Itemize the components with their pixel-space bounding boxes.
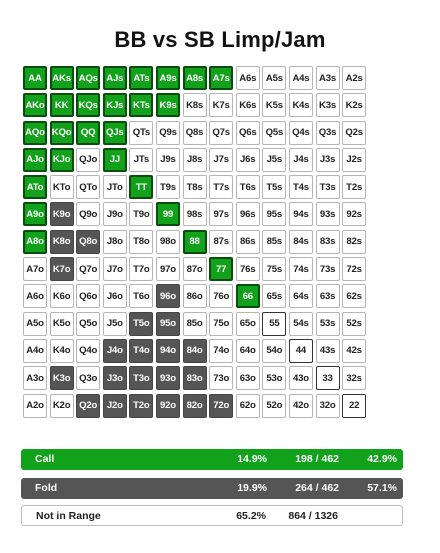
hand-cell-T5o[interactable]: T5o — [129, 312, 153, 336]
hand-cell-A7s[interactable]: A7s — [209, 66, 233, 90]
hand-cell-A6s[interactable]: A6s — [236, 66, 260, 90]
call-percent: 14.9% — [237, 453, 267, 465]
hand-cell-74o[interactable]: 74o — [209, 339, 233, 363]
hand-cell-J7s[interactable]: J7s — [209, 148, 233, 172]
fold-percent: 19.9% — [237, 482, 267, 494]
hand-cell-75s[interactable]: 75s — [262, 257, 286, 281]
hand-cell-Q9s[interactable]: Q9s — [156, 121, 180, 145]
hand-cell-T5s[interactable]: T5s — [262, 175, 286, 199]
hand-cell-KJs[interactable]: KJs — [103, 93, 127, 117]
hand-cell-T7o[interactable]: T7o — [129, 257, 153, 281]
hand-cell-A9s[interactable]: A9s — [156, 66, 180, 90]
hand-cell-K2s[interactable]: K2s — [342, 93, 366, 117]
hand-cell-Q3o[interactable]: Q3o — [76, 366, 100, 390]
hand-cell-J2s[interactable]: J2s — [342, 148, 366, 172]
hand-cell-77[interactable]: 77 — [209, 257, 233, 281]
hand-cell-K8s[interactable]: K8s — [183, 93, 207, 117]
hand-cell-73s[interactable]: 73s — [316, 257, 340, 281]
hand-cell-Q6s[interactable]: Q6s — [236, 121, 260, 145]
hand-cell-T2s[interactable]: T2s — [342, 175, 366, 199]
fold-summary-bar — [21, 478, 403, 499]
hand-range-grid — [23, 66, 366, 418]
not-in-range-combos: 864 / 1326 — [288, 510, 338, 522]
hand-cell-63o[interactable]: 63o — [236, 366, 260, 390]
hand-cell-92s[interactable]: 92s — [342, 202, 366, 226]
hand-cell-Q3s[interactable]: Q3s — [316, 121, 340, 145]
hand-cell-T6s[interactable]: T6s — [236, 175, 260, 199]
hand-cell-A9o[interactable]: A9o — [23, 202, 47, 226]
hand-cell-J5s[interactable]: J5s — [262, 148, 286, 172]
hand-cell-K7o[interactable]: K7o — [50, 257, 74, 281]
hand-cell-JTs[interactable]: JTs — [129, 148, 153, 172]
hand-cell-T9s[interactable]: T9s — [156, 175, 180, 199]
hand-cell-Q5s[interactable]: Q5s — [262, 121, 286, 145]
hand-cell-Q7o[interactable]: Q7o — [76, 257, 100, 281]
hand-cell-K5s[interactable]: K5s — [262, 93, 286, 117]
hand-cell-54s[interactable]: 54s — [289, 312, 313, 336]
hand-cell-85s[interactable]: 85s — [262, 230, 286, 254]
hand-cell-Q8s[interactable]: Q8s — [183, 121, 207, 145]
hand-cell-Q7s[interactable]: Q7s — [209, 121, 233, 145]
hand-cell-22[interactable]: 22 — [342, 394, 366, 418]
hand-cell-Q2o[interactable]: Q2o — [76, 394, 100, 418]
hand-cell-Q4s[interactable]: Q4s — [289, 121, 313, 145]
hand-cell-T8s[interactable]: T8s — [183, 175, 207, 199]
hand-cell-94o[interactable]: 94o — [156, 339, 180, 363]
hand-cell-A7o[interactable]: A7o — [23, 257, 47, 281]
hand-cell-76s[interactable]: 76s — [236, 257, 260, 281]
hand-cell-74s[interactable]: 74s — [289, 257, 313, 281]
hand-cell-ATs[interactable]: ATs — [129, 66, 153, 90]
hand-cell-AQs[interactable]: AQs — [76, 66, 100, 90]
hand-cell-QJs[interactable]: QJs — [103, 121, 127, 145]
hand-cell-A5s[interactable]: A5s — [262, 66, 286, 90]
hand-cell-A2s[interactable]: A2s — [342, 66, 366, 90]
hand-cell-A8s[interactable]: A8s — [183, 66, 207, 90]
hand-cell-TT[interactable]: TT — [129, 175, 153, 199]
hand-cell-J3s[interactable]: J3s — [316, 148, 340, 172]
hand-cell-KQo[interactable]: KQo — [50, 121, 74, 145]
not-in-range-label: Not in Range — [36, 510, 101, 522]
hand-cell-K5o[interactable]: K5o — [50, 312, 74, 336]
hand-cell-85o[interactable]: 85o — [183, 312, 207, 336]
hand-cell-A2o[interactable]: A2o — [23, 394, 47, 418]
hand-cell-A6o[interactable]: A6o — [23, 284, 47, 308]
hand-cell-K2o[interactable]: K2o — [50, 394, 74, 418]
hand-cell-88[interactable]: 88 — [183, 230, 207, 254]
hand-cell-J7o[interactable]: J7o — [103, 257, 127, 281]
hand-cell-94s[interactable]: 94s — [289, 202, 313, 226]
hand-cell-32s[interactable]: 32s — [342, 366, 366, 390]
hand-cell-J6s[interactable]: J6s — [236, 148, 260, 172]
hand-cell-83o[interactable]: 83o — [183, 366, 207, 390]
hand-cell-84o[interactable]: 84o — [183, 339, 207, 363]
hand-cell-82s[interactable]: 82s — [342, 230, 366, 254]
hand-cell-43o[interactable]: 43o — [289, 366, 313, 390]
hand-cell-KK[interactable]: KK — [50, 93, 74, 117]
hand-cell-KJo[interactable]: KJo — [50, 148, 74, 172]
hand-cell-53s[interactable]: 53s — [316, 312, 340, 336]
hand-cell-A4s[interactable]: A4s — [289, 66, 313, 90]
hand-cell-T6o[interactable]: T6o — [129, 284, 153, 308]
hand-cell-95o[interactable]: 95o — [156, 312, 180, 336]
hand-cell-ATo[interactable]: ATo — [23, 175, 47, 199]
hand-cell-86s[interactable]: 86s — [236, 230, 260, 254]
hand-cell-62o[interactable]: 62o — [236, 394, 260, 418]
hand-cell-J5o[interactable]: J5o — [103, 312, 127, 336]
hand-cell-73o[interactable]: 73o — [209, 366, 233, 390]
hand-cell-96o[interactable]: 96o — [156, 284, 180, 308]
hand-cell-J9o[interactable]: J9o — [103, 202, 127, 226]
hand-cell-84s[interactable]: 84s — [289, 230, 313, 254]
hand-cell-Q5o[interactable]: Q5o — [76, 312, 100, 336]
hand-cell-32o[interactable]: 32o — [316, 394, 340, 418]
hand-cell-K7s[interactable]: K7s — [209, 93, 233, 117]
hand-cell-J6o[interactable]: J6o — [103, 284, 127, 308]
fold-combos: 264 / 462 — [295, 482, 339, 494]
hand-cell-A3s[interactable]: A3s — [316, 66, 340, 90]
hand-cell-JTo[interactable]: JTo — [103, 175, 127, 199]
call-summary-bar — [21, 449, 403, 470]
hand-cell-52o[interactable]: 52o — [262, 394, 286, 418]
hand-cell-AKs[interactable]: AKs — [50, 66, 74, 90]
call-combos: 198 / 462 — [295, 453, 339, 465]
hand-cell-99[interactable]: 99 — [156, 202, 180, 226]
hand-cell-AJs[interactable]: AJs — [103, 66, 127, 90]
hand-cell-QJo[interactable]: QJo — [76, 148, 100, 172]
hand-cell-KQs[interactable]: KQs — [76, 93, 100, 117]
hand-cell-J3o[interactable]: J3o — [103, 366, 127, 390]
hand-cell-K4o[interactable]: K4o — [50, 339, 74, 363]
hand-cell-Q4o[interactable]: Q4o — [76, 339, 100, 363]
hand-cell-T4s[interactable]: T4s — [289, 175, 313, 199]
hand-cell-KTo[interactable]: KTo — [50, 175, 74, 199]
hand-cell-96s[interactable]: 96s — [236, 202, 260, 226]
hand-cell-T3s[interactable]: T3s — [316, 175, 340, 199]
hand-cell-98o[interactable]: 98o — [156, 230, 180, 254]
hand-cell-62s[interactable]: 62s — [342, 284, 366, 308]
hand-cell-A5o[interactable]: A5o — [23, 312, 47, 336]
hand-cell-54o[interactable]: 54o — [262, 339, 286, 363]
not-in-range-summary-bar — [21, 505, 403, 526]
hand-cell-A3o[interactable]: A3o — [23, 366, 47, 390]
hand-cell-T8o[interactable]: T8o — [129, 230, 153, 254]
hand-cell-A8o[interactable]: A8o — [23, 230, 47, 254]
hand-cell-76o[interactable]: 76o — [209, 284, 233, 308]
hand-cell-A4o[interactable]: A4o — [23, 339, 47, 363]
hand-cell-86o[interactable]: 86o — [183, 284, 207, 308]
fold-label: Fold — [35, 482, 58, 494]
hand-cell-J2o[interactable]: J2o — [103, 394, 127, 418]
hand-cell-64s[interactable]: 64s — [289, 284, 313, 308]
hand-cell-Q2s[interactable]: Q2s — [342, 121, 366, 145]
not-in-range-percent: 65.2% — [236, 510, 266, 522]
hand-cell-T4o[interactable]: T4o — [129, 339, 153, 363]
hand-cell-43s[interactable]: 43s — [316, 339, 340, 363]
hand-cell-98s[interactable]: 98s — [183, 202, 207, 226]
hand-cell-T3o[interactable]: T3o — [129, 366, 153, 390]
call-share: 42.9% — [367, 453, 397, 465]
hand-cell-83s[interactable]: 83s — [316, 230, 340, 254]
hand-cell-QTo[interactable]: QTo — [76, 175, 100, 199]
hand-cell-63s[interactable]: 63s — [316, 284, 340, 308]
hand-cell-QQ[interactable]: QQ — [76, 121, 100, 145]
hand-cell-97s[interactable]: 97s — [209, 202, 233, 226]
hand-cell-87o[interactable]: 87o — [183, 257, 207, 281]
hand-cell-92o[interactable]: 92o — [156, 394, 180, 418]
hand-cell-55[interactable]: 55 — [262, 312, 286, 336]
hand-cell-K8o[interactable]: K8o — [50, 230, 74, 254]
hand-cell-Q9o[interactable]: Q9o — [76, 202, 100, 226]
hand-cell-T7s[interactable]: T7s — [209, 175, 233, 199]
hand-cell-T9o[interactable]: T9o — [129, 202, 153, 226]
hand-cell-42o[interactable]: 42o — [289, 394, 313, 418]
hand-cell-K4s[interactable]: K4s — [289, 93, 313, 117]
hand-cell-65s[interactable]: 65s — [262, 284, 286, 308]
hand-cell-Q6o[interactable]: Q6o — [76, 284, 100, 308]
hand-cell-K3s[interactable]: K3s — [316, 93, 340, 117]
page-title: BB vs SB Limp/Jam — [114, 27, 326, 52]
hand-cell-42s[interactable]: 42s — [342, 339, 366, 363]
hand-cell-93s[interactable]: 93s — [316, 202, 340, 226]
hand-cell-K6s[interactable]: K6s — [236, 93, 260, 117]
hand-cell-AJo[interactable]: AJo — [23, 148, 47, 172]
call-label: Call — [35, 453, 55, 465]
hand-cell-J9s[interactable]: J9s — [156, 148, 180, 172]
hand-cell-AKo[interactable]: AKo — [23, 93, 47, 117]
hand-cell-Q8o[interactable]: Q8o — [76, 230, 100, 254]
hand-cell-93o[interactable]: 93o — [156, 366, 180, 390]
hand-cell-K9s[interactable]: K9s — [156, 93, 180, 117]
hand-cell-J8s[interactable]: J8s — [183, 148, 207, 172]
hand-cell-72o[interactable]: 72o — [209, 394, 233, 418]
hand-cell-53o[interactable]: 53o — [262, 366, 286, 390]
hand-cell-K6o[interactable]: K6o — [50, 284, 74, 308]
hand-cell-82o[interactable]: 82o — [183, 394, 207, 418]
hand-cell-JJ[interactable]: JJ — [103, 148, 127, 172]
hand-cell-97o[interactable]: 97o — [156, 257, 180, 281]
hand-cell-95s[interactable]: 95s — [262, 202, 286, 226]
hand-cell-52s[interactable]: 52s — [342, 312, 366, 336]
hand-cell-AQo[interactable]: AQo — [23, 121, 47, 145]
hand-cell-87s[interactable]: 87s — [209, 230, 233, 254]
hand-cell-K9o[interactable]: K9o — [50, 202, 74, 226]
hand-cell-75o[interactable]: 75o — [209, 312, 233, 336]
hand-cell-66[interactable]: 66 — [236, 284, 260, 308]
hand-cell-64o[interactable]: 64o — [236, 339, 260, 363]
fold-share: 57.1% — [367, 482, 397, 494]
hand-cell-T2o[interactable]: T2o — [129, 394, 153, 418]
hand-cell-J8o[interactable]: J8o — [103, 230, 127, 254]
hand-cell-72s[interactable]: 72s — [342, 257, 366, 281]
hand-cell-KTs[interactable]: KTs — [129, 93, 153, 117]
hand-cell-44[interactable]: 44 — [289, 339, 313, 363]
hand-cell-QTs[interactable]: QTs — [129, 121, 153, 145]
hand-cell-J4o[interactable]: J4o — [103, 339, 127, 363]
hand-cell-K3o[interactable]: K3o — [50, 366, 74, 390]
hand-cell-65o[interactable]: 65o — [236, 312, 260, 336]
hand-cell-J4s[interactable]: J4s — [289, 148, 313, 172]
hand-cell-AA[interactable]: AA — [23, 66, 47, 90]
hand-cell-33[interactable]: 33 — [316, 366, 340, 390]
